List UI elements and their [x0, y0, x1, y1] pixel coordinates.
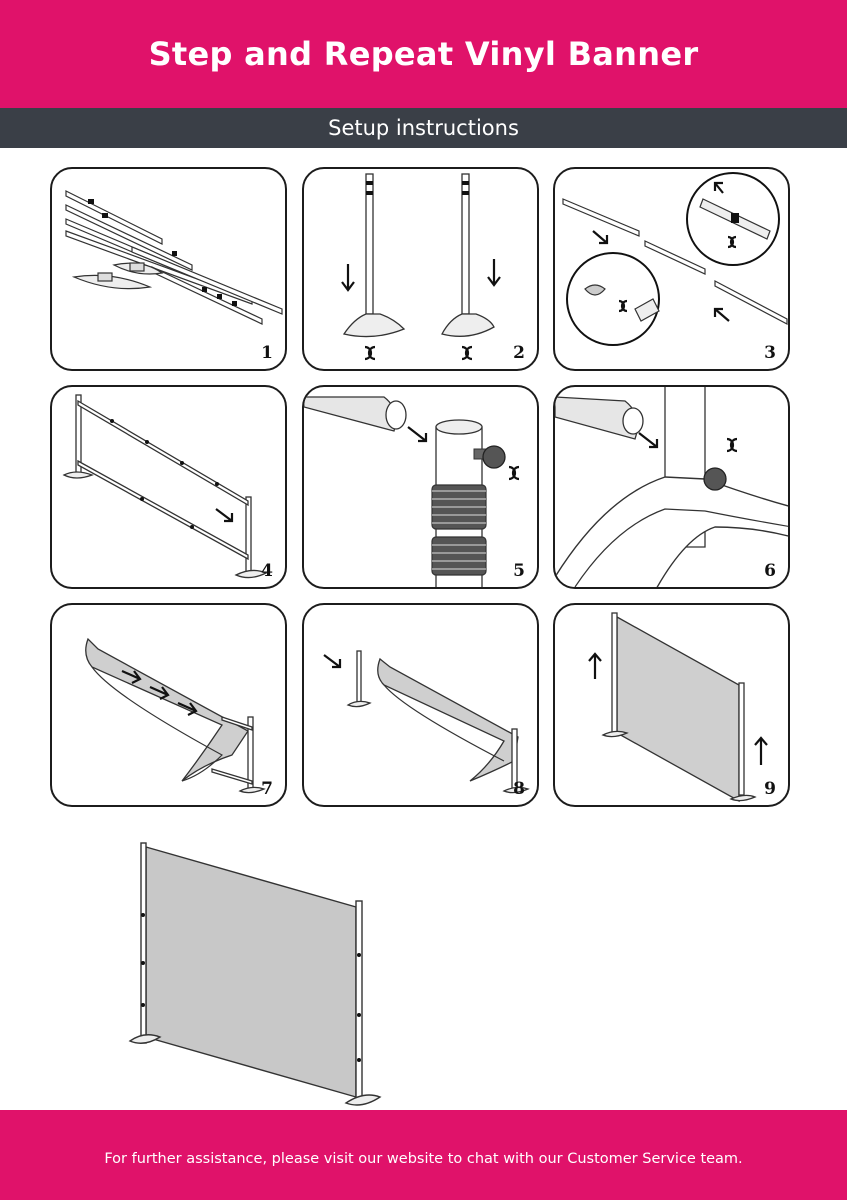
- step-number: 2: [513, 343, 525, 363]
- final-banner-illustration: [118, 835, 398, 1110]
- section-title: Setup instructions: [328, 116, 519, 140]
- step-number: 3: [764, 343, 776, 363]
- step-number: 6: [764, 561, 776, 581]
- step-number: 7: [261, 779, 273, 799]
- step-panel-8: [302, 603, 539, 807]
- step-panel-2: [302, 167, 539, 371]
- step-number: 9: [764, 779, 776, 799]
- step-panel-3: [553, 167, 790, 371]
- step-number: 5: [513, 561, 525, 581]
- step-number: 8: [513, 779, 525, 799]
- tighten-knob-icon: [304, 387, 539, 589]
- poles-into-feet-icon: [304, 169, 539, 371]
- step-panel-9: [553, 603, 790, 807]
- raise-banner-icon: [555, 605, 790, 807]
- secure-foot-icon: [555, 387, 790, 589]
- insert-pole-icon: [304, 605, 539, 807]
- footer-bar: [0, 1110, 847, 1200]
- step-panel-4: [50, 385, 287, 589]
- footer-text: For further assistance, please visit our website to chat with our Customer Service team.: [104, 1151, 743, 1167]
- step-panel-1: [50, 167, 287, 371]
- slide-banner-icon: [52, 605, 287, 807]
- step-number: 4: [261, 561, 273, 581]
- assembled-frame-icon: [52, 387, 287, 589]
- header-bar: [0, 0, 847, 108]
- frame-parts-icon: [52, 169, 287, 371]
- step-panel-6: [553, 385, 790, 589]
- step-panel-5: [302, 385, 539, 589]
- page-title: Step and Repeat Vinyl Banner: [148, 35, 699, 73]
- connect-top-bar-icon: [555, 169, 790, 371]
- subheader-bar: [0, 108, 847, 148]
- step-number: 1: [261, 343, 273, 363]
- step-panel-7: [50, 603, 287, 807]
